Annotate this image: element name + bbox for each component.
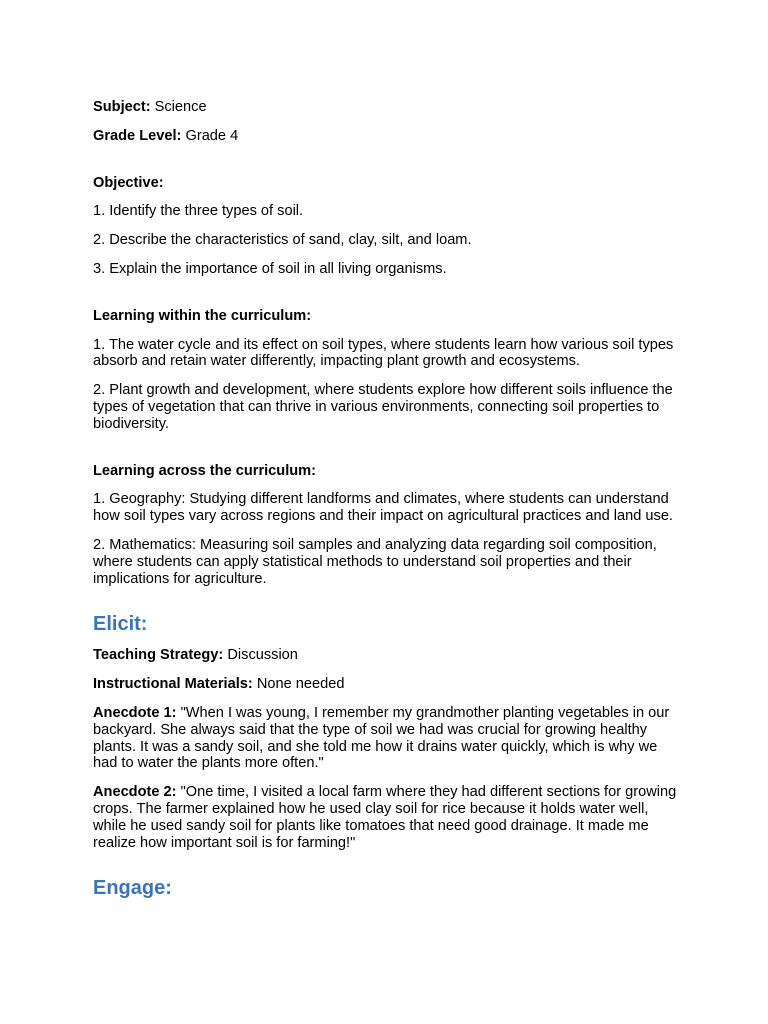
document-page xyxy=(93,99,683,900)
grade-level-line xyxy=(93,128,683,145)
elicit-heading: Elicit: xyxy=(93,613,148,636)
teaching-strategy-line xyxy=(93,647,683,664)
anecdote-1-label: Anecdote 1: xyxy=(93,704,177,721)
within-curriculum-item-2: 2. Plant growth and development, where students explore how different soils influence the types of vegetation that can thrive in various environments, connecting soil properties to biodiversity. xyxy=(93,382,673,432)
subject-value: Science xyxy=(154,99,207,115)
instructional-materials-value: None needed xyxy=(256,676,345,693)
anecdote-1 xyxy=(93,705,683,772)
within-curriculum-item-1: 1. The water cycle and its effect on soil types, where students learn how various soil types absorb and retain water differently, impacting plant growth and ecosystems. xyxy=(93,336,674,370)
across-curriculum-item-1: 1. Geography: Studying different landforms and climates, where students can understand how soil types vary across regions and their impact on agricultural practices and land use. xyxy=(93,491,673,525)
anecdote-2-label: Anecdote 2: xyxy=(93,784,177,801)
objective-item-3: 3. Explain the importance of soil in all living organisms. xyxy=(93,260,447,277)
within-curriculum-heading: Learning within the curriculum: xyxy=(93,307,312,324)
teaching-strategy-value: Discussion xyxy=(227,647,298,664)
across-curriculum-item-2: 2. Mathematics: Measuring soil samples and analyzing data regarding soil composition, where students can apply statistical methods to understand soil properties and their implications for agriculture. xyxy=(93,536,657,587)
instructional-materials-line xyxy=(93,676,683,693)
objective-heading: Objective: xyxy=(93,174,164,191)
anecdote-1-text: "When I was young, I remember my grandmother planting vegetables in our backyard. She always said that the type of soil we had was crucial for growing healthy plants. It was a sandy soil, and she told me how it drains water quickly, which is why we had to water the plants more often." xyxy=(93,704,670,772)
grade-level-value: Grade 4 xyxy=(185,127,239,144)
objective-item-1: 1. Identify the three types of soil. xyxy=(93,203,304,220)
grade-level-label: Grade Level: xyxy=(93,127,182,144)
teaching-strategy-label: Teaching Strategy: xyxy=(93,647,224,664)
subject-line xyxy=(93,99,683,116)
objective-item-2: 2. Describe the characteristics of sand, clay, silt, and loam. xyxy=(93,232,472,249)
instructional-materials-label: Instructional Materials: xyxy=(93,676,253,693)
anecdote-2 xyxy=(93,784,683,851)
subject-label: Subject: xyxy=(93,99,151,115)
anecdote-2-text: "One time, I visited a local farm where they had different sections for growing crops. The farmer explained how he used clay soil for rice because it holds water well, while he used sandy soil for plants like tomatoes that need good drainage. It made me realize how important soil is for farming!" xyxy=(93,784,677,851)
across-curriculum-heading: Learning across the curriculum: xyxy=(93,462,317,479)
engage-heading: Engage: xyxy=(93,877,172,900)
